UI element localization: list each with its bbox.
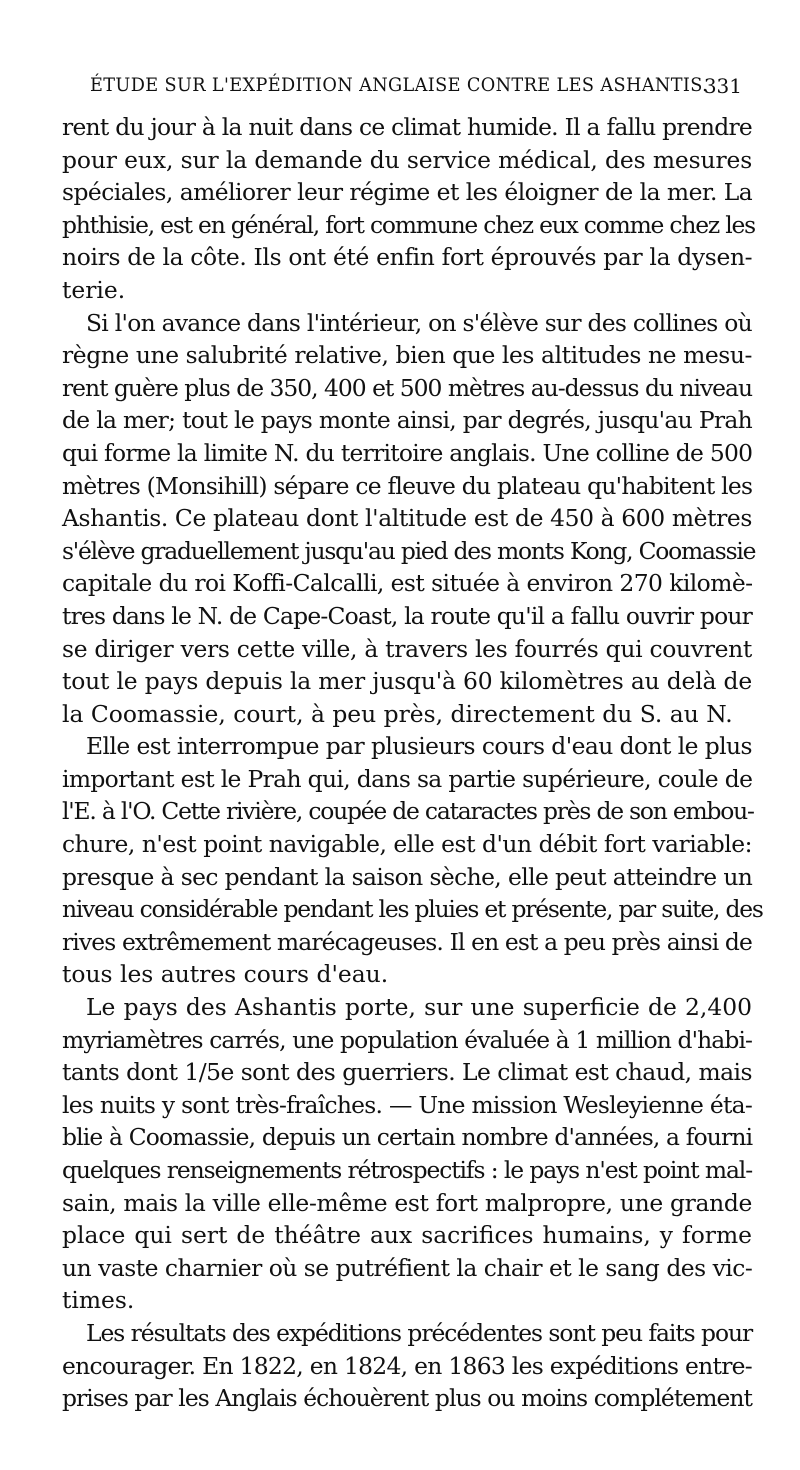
text-line: se diriger vers cette ville, à travers les fourrés qui couvrent bbox=[62, 634, 752, 663]
page-header bbox=[62, 74, 742, 104]
page-number: 331 bbox=[703, 74, 742, 98]
text-line: presque à sec pendant la saison sèche, elle peut atteindre un bbox=[62, 862, 753, 891]
text-line: prises par les Anglais échouèrent plus ou moins complétement bbox=[62, 1384, 752, 1413]
text-line: s'élève graduellement jusqu'au pied des monts Kong, Coomassie bbox=[62, 536, 756, 565]
text-line: tout le pays depuis la mer jusqu'à 60 kilomètres au delà de bbox=[62, 667, 752, 696]
text-line: niveau considérable pendant les pluies et présente, par suite, des bbox=[62, 895, 763, 924]
text-line: phthisie, est en général, fort commune chez eux comme chez les bbox=[62, 210, 755, 239]
text-line: de la mer; tout le pays monte ainsi, par degrés, jusqu'au Prah bbox=[62, 406, 752, 435]
text-line: rent du jour à la nuit dans ce climat humide. Il a fallu prendre bbox=[62, 113, 752, 141]
text-line: sain, mais la ville elle-même est fort malpropre, une grande bbox=[62, 1188, 752, 1217]
text-line: l'E. à l'O. Cette rivière, coupée de cataractes près de son embou- bbox=[62, 797, 754, 826]
text-line: Ashantis. Ce plateau dont l'altitude est de 450 à 600 mètres bbox=[62, 504, 752, 533]
text-line: myriamètres carrés, une population évaluée à 1 million d'habi- bbox=[62, 1025, 753, 1054]
text-line: mètres (Monsihill) sépare ce fleuve du plateau qu'habitent les bbox=[62, 471, 753, 500]
text-line: Elle est interrompue par plusieurs cours d'eau dont le plus bbox=[86, 732, 752, 761]
text-line: tres dans le N. de Cape-Coast, la route qu'il a fallu ouvrir pour bbox=[62, 601, 753, 630]
text-line: Les résultats des expéditions précédentes sont peu faits pour bbox=[86, 1318, 753, 1347]
text-line: tants dont 1/5e sont des guerriers. Le climat est chaud, mais bbox=[62, 1058, 752, 1087]
text-line: Si l'on avance dans l'intérieur, on s'élève sur des collines où bbox=[86, 308, 752, 337]
text-line: noirs de la côte. Ils ont été enfin fort éprouvés par la dysen- bbox=[62, 243, 753, 272]
text-line: times. bbox=[62, 1286, 135, 1315]
text-line: terie. bbox=[62, 275, 126, 304]
text-line: capitale du roi Koffi-Calcalli, est située à environ 270 kilomè- bbox=[62, 569, 753, 598]
text-line: tous les autres cours d'eau. bbox=[62, 960, 389, 989]
text-line: pour eux, sur la demande du service médical, des mesures bbox=[62, 145, 753, 174]
running-title: ÉTUDE SUR L'EXPÉDITION ANGLAISE CONTRE LES ASHANTIS. bbox=[90, 74, 709, 96]
text-line: les nuits y sont très-fraîches. — Une mission Wesleyienne éta- bbox=[62, 1090, 753, 1119]
text-line: blie à Coomassie, depuis un certain nombre d'années, a fourni bbox=[62, 1123, 753, 1152]
text-line: quelques renseignements rétrospectifs : le pays n'est point mal- bbox=[62, 1156, 752, 1184]
text-line: place qui sert de théâtre aux sacrifices humains, y forme bbox=[62, 1221, 752, 1250]
text-line: rent guère plus de 350, 400 et 500 mètres au-dessus du niveau bbox=[62, 373, 753, 402]
text-line: chure, n'est point navigable, elle est d'un débit fort variable: bbox=[62, 830, 752, 859]
body-text bbox=[62, 111, 763, 1415]
text-line: spéciales, améliorer leur régime et les éloigner de la mer. La bbox=[62, 178, 753, 207]
text-line: qui forme la limite N. du territoire anglais. Une colline de 500 bbox=[62, 438, 753, 467]
text-line: règne une salubrité relative, bien que les altitudes ne mesu- bbox=[62, 341, 753, 370]
text-line: la Coomassie, court, à peu près, directement du S. au N. bbox=[62, 699, 733, 728]
text-line: un vaste charnier où se putréfient la chair et le sang des vic- bbox=[62, 1253, 753, 1282]
text-line: Le pays des Ashantis porte, sur une superficie de 2,400 bbox=[86, 993, 752, 1022]
text-line: encourager. En 1822, en 1824, en 1863 les expéditions entre- bbox=[62, 1351, 752, 1380]
text-line: rives extrêmement marécageuses. Il en est a peu près ainsi de bbox=[62, 927, 752, 956]
text-line: important est le Prah qui, dans sa partie supérieure, coule de bbox=[62, 764, 753, 793]
